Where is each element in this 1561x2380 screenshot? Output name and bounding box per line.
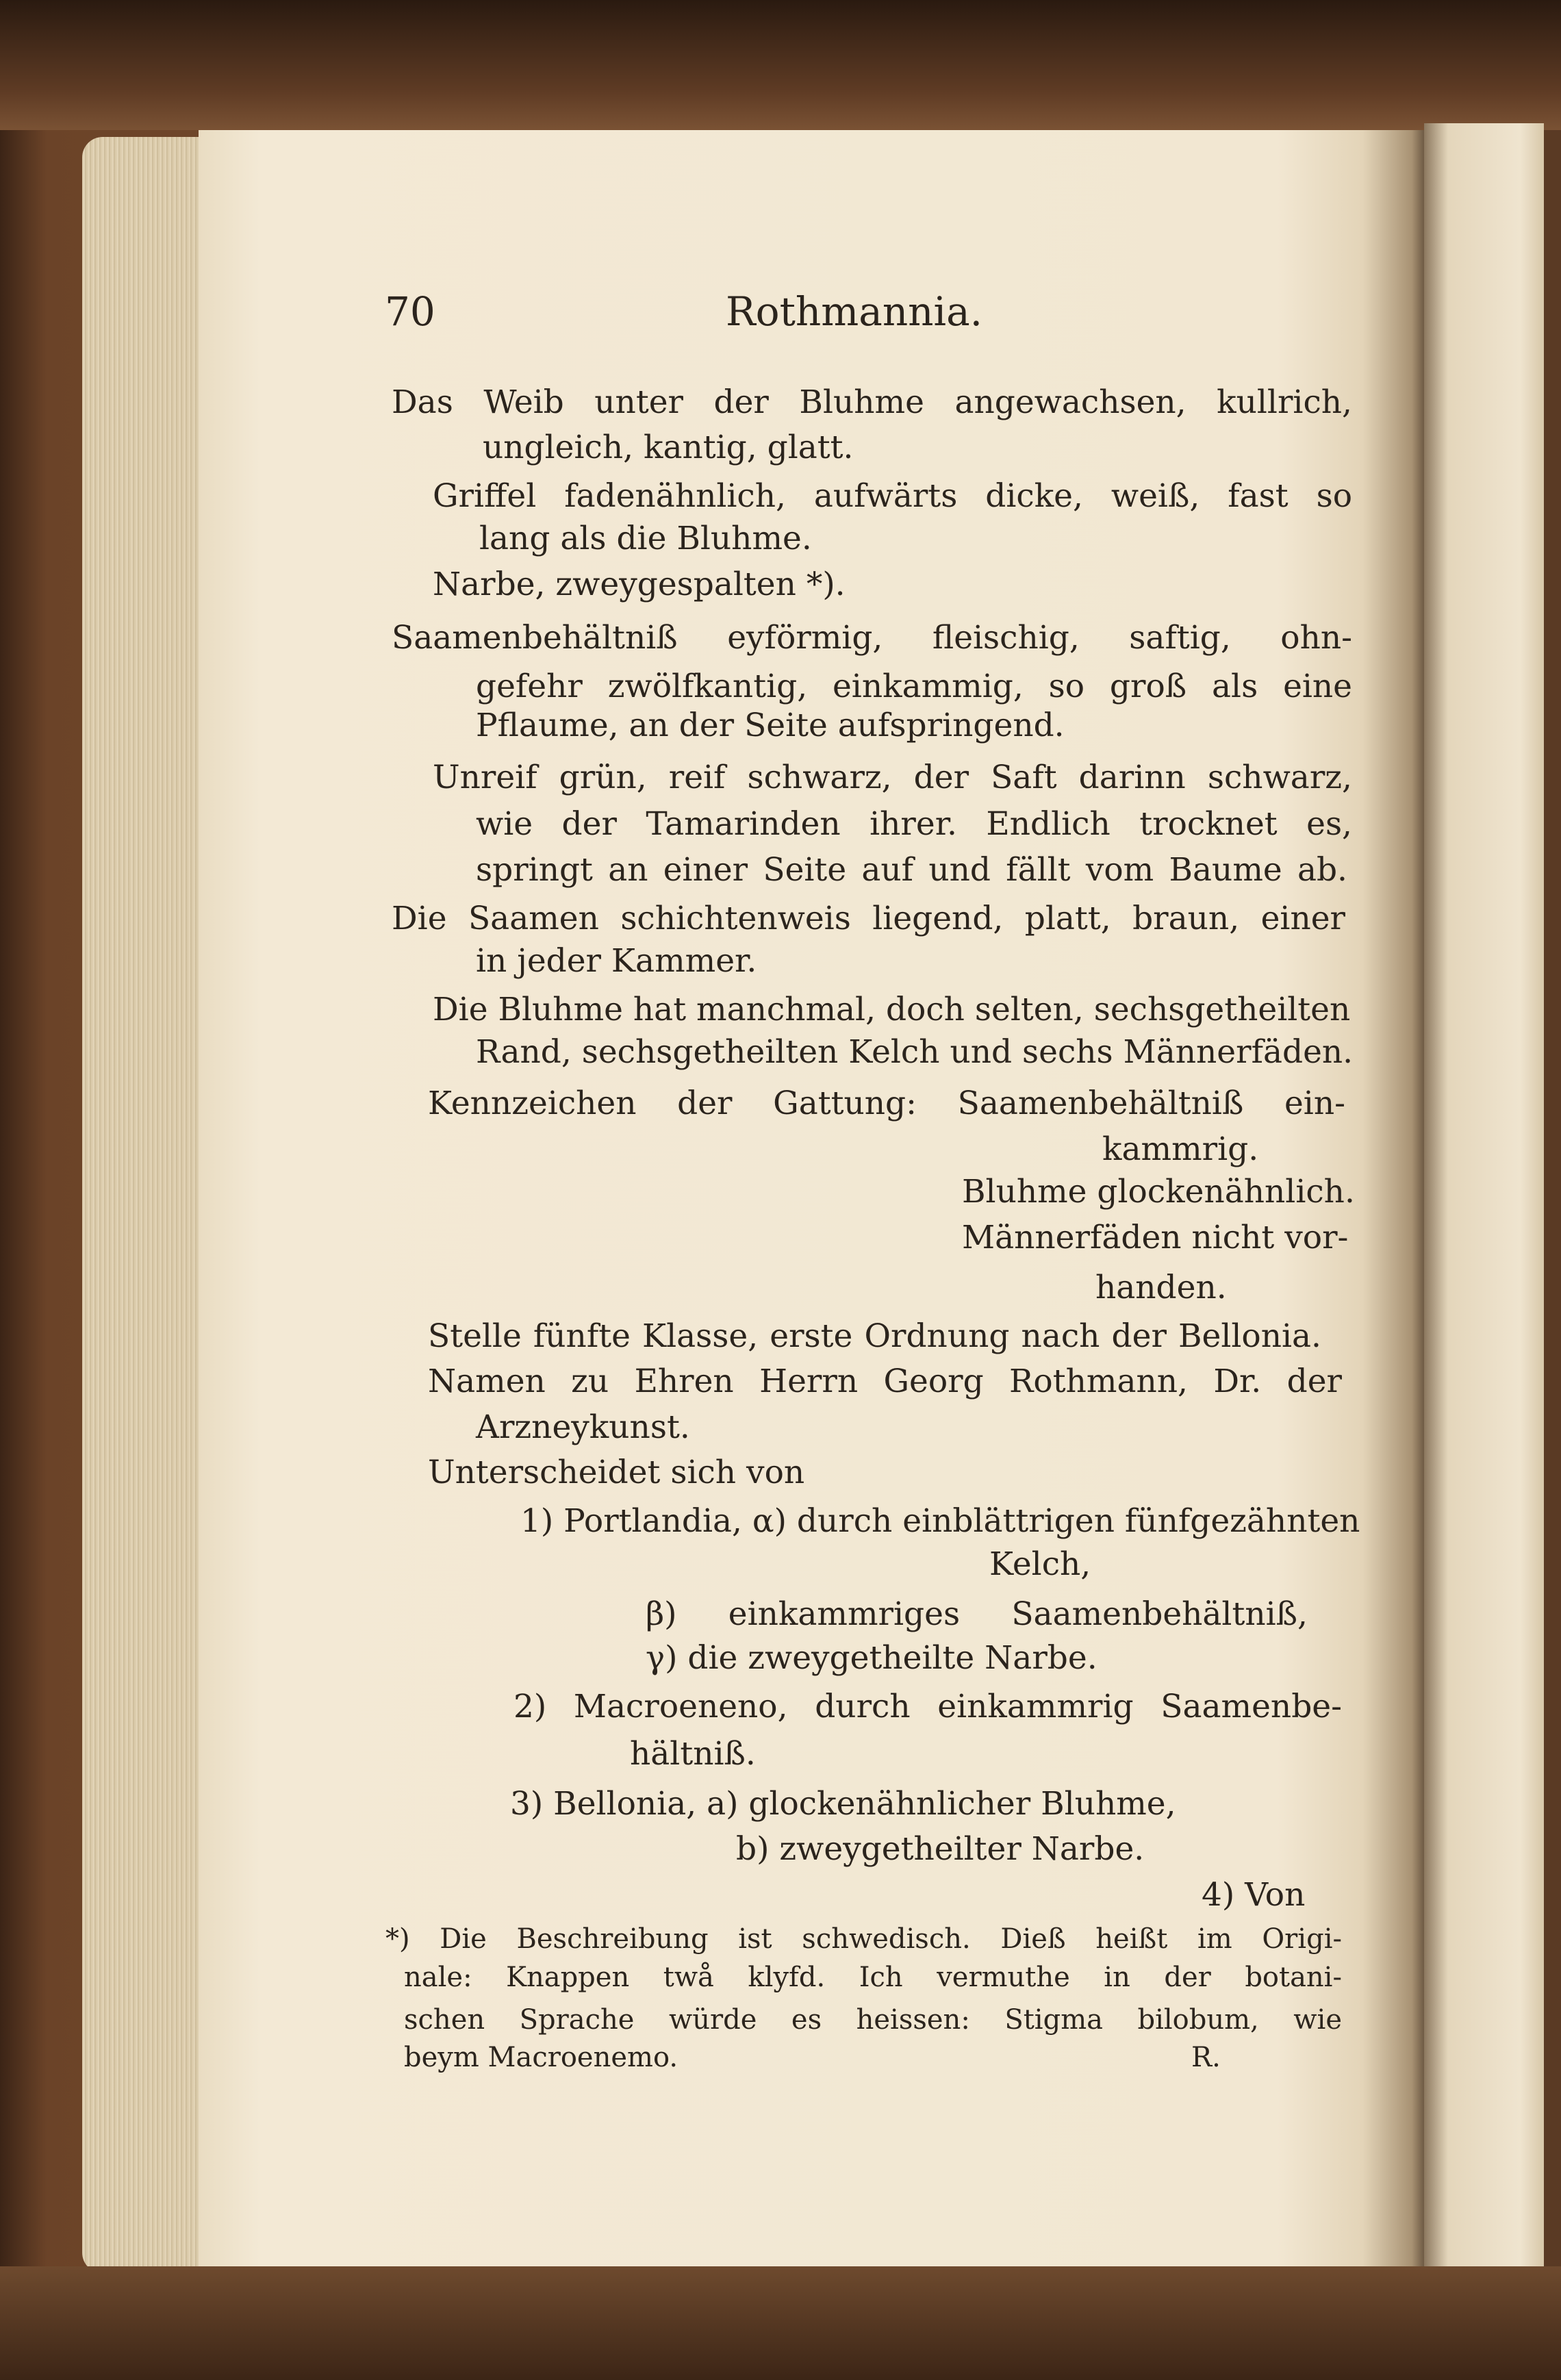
text-line: Bluhme glockenähnlich. [962,1173,1355,1211]
text-line: 3) Bellonia, a) glockenähnlicher Bluhme, [510,1785,1176,1823]
page-edges-left [82,137,199,2273]
text-line: Saamenbehältniß eyförmig, fleischig, saftig, ohn- [392,619,1352,657]
text-line: β) einkammriges Saamenbehältniß, [646,1595,1308,1633]
text-line: Kennzeichen der Gattung: Saamenbehältniß ein- [428,1085,1345,1122]
footnote-line: schen Sprache würde es heissen: Stigma bilobum, wie [404,2004,1342,2036]
text-line: Das Weib unter der Bluhme angewachsen, kullrich, [392,383,1352,421]
text-line: Unterscheidet sich von [428,1454,805,1491]
footnote-line: nale: Knappen twå klyfd. Ich vermuthe in der botani- [404,1962,1342,1993]
text-line: ungleich, kantig, glatt. [483,429,854,466]
page-number: 70 [385,288,435,335]
text-line: springt an einer Seite auf und fällt vom Baume ab. [476,851,1347,889]
text-line: Kelch, [989,1545,1091,1583]
text-line: in jeder Kammer. [476,942,757,980]
text-line: Die Saamen schichtenweis liegend, platt, braun, einer [392,900,1345,937]
footnote-line: *) Die Beschreibung ist schwedisch. Dieß heißt im Origi- [385,1923,1342,1955]
footnote-line: beym Macroenemo. [404,2042,678,2073]
text-line: Rand, sechsgetheilten Kelch und sechs Männerfäden. [476,1033,1354,1071]
text-line: Männerfäden nicht vor- [962,1219,1349,1256]
book-cover-bottom [0,2266,1561,2380]
text-line: Stelle fünfte Klasse, erste Ordnung nach der Bellonia. [428,1317,1321,1355]
text-line: Narbe, zweygespalten *). [433,566,846,603]
text-line: kammrig. [1102,1130,1259,1168]
text-line: hältniß. [630,1735,756,1773]
facing-page-edge [1424,123,1544,2273]
text-line: Die Bluhme hat manchmal, doch selten, sechsgetheilten [433,991,1351,1028]
text-line: Griffel fadenähnlich, aufwärts dicke, weiß, fast so [433,477,1352,515]
running-title: Rothmannia. [726,288,983,335]
text-line: 1) Portlandia, α) durch einblättrigen fünfgezähnten [520,1502,1360,1540]
text-line: gefehr zwölfkantig, einkammig, so groß als eine [476,668,1352,705]
text-line: handen. [1095,1269,1227,1306]
text-line: Pflaume, an der Seite aufspringend. [476,707,1065,744]
footnote-signature: R. [1191,2042,1221,2073]
text-line: 2) Macroeneno, durch einkammrig Saamenbe- [513,1688,1342,1725]
text-line: Arzneykunst. [476,1408,690,1446]
text-line: Unreif grün, reif schwarz, der Saft darinn schwarz, [433,759,1352,796]
text-line: b) zweygetheilter Narbe. [736,1830,1145,1868]
text-line: wie der Tamarinden ihrer. Endlich trocknet es, [476,805,1352,843]
book-cover-top [0,0,1561,130]
book-cover-right [1544,130,1561,2266]
catchword: 4) Von [1202,1876,1306,1914]
text-line: Namen zu Ehren Herrn Georg Rothmann, Dr. der [428,1363,1342,1400]
text-line: lang als die Bluhme. [479,520,812,557]
text-line: γ) die zweygetheilte Narbe. [646,1639,1097,1677]
